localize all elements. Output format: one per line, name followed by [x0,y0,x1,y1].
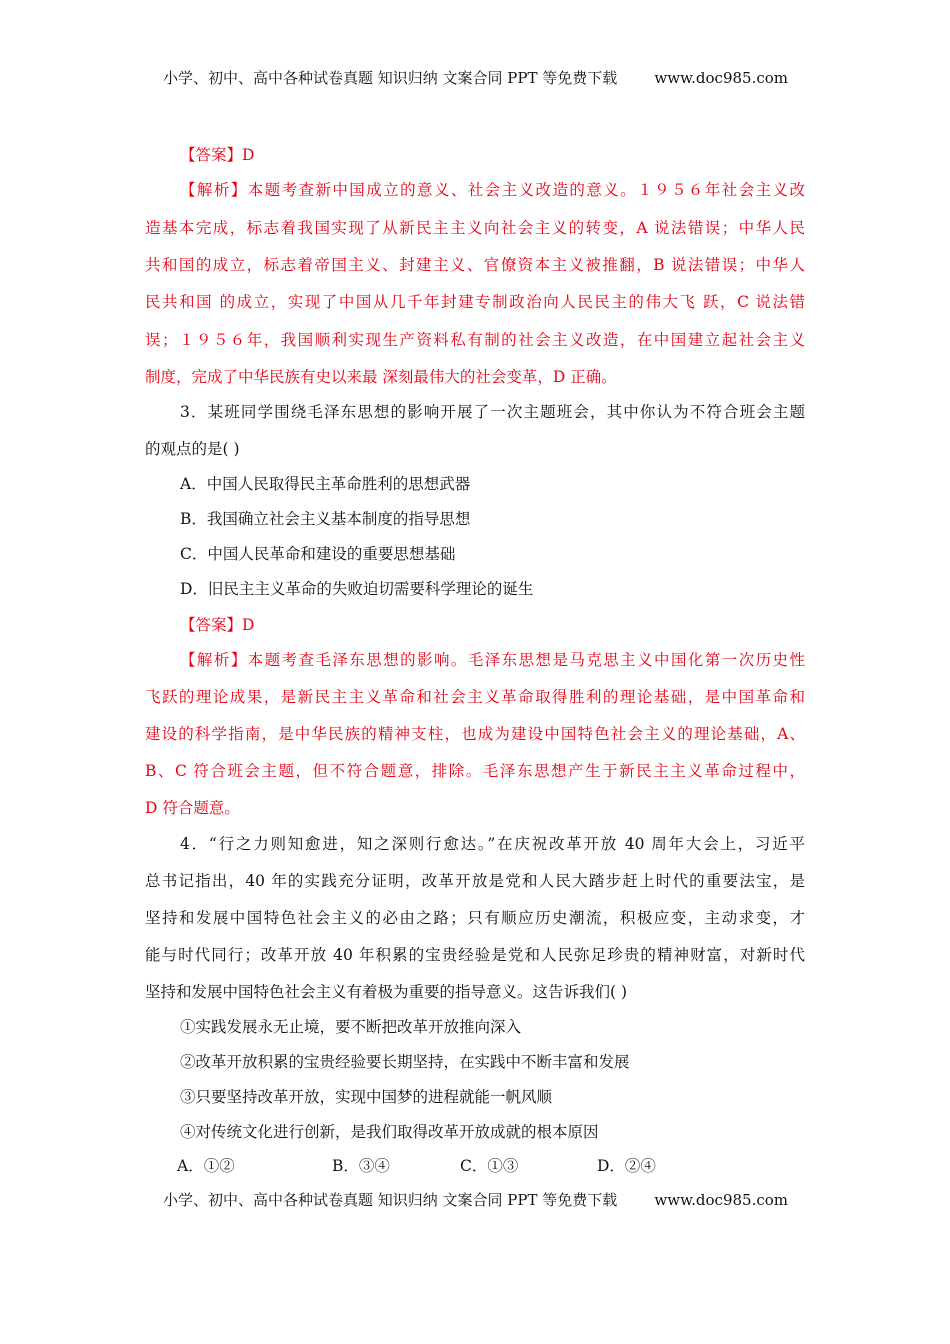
q4-options-row [0,1155,950,1177]
q3-option-d: D．旧民主主义革命的失败迫切需要科学理论的诞生 [180,580,534,598]
q2-analysis-line: 民共和国 的成立，实现了中国从几千年封建专制政治向人民民主的伟大飞 跃，C 说法错 [145,293,805,311]
q4-option-a: A．①② [177,1157,235,1175]
q3-analysis-line: B、C 符合班会主题，但不符合题意，排除。毛泽东思想产生于新民主主义革命过程中， [145,762,805,780]
page-header [163,67,788,89]
q3-stem-line: 3．某班同学围绕毛泽东思想的影响开展了一次主题班会，其中你认为不符合班会主题 [180,403,805,421]
q4-stem-line: 总书记指出，40 年的实践充分证明，改革开放是党和人民大踏步赶上时代的重要法宝，是 [145,872,805,890]
q2-analysis-line: 造基本完成，标志着我国实现了从新民主主义向社会主义的转变，A 说法错误；中华人民 [145,219,805,237]
footer-text: 小学、初中、高中各种试卷真题 知识归纳 文案合同 PPT 等免费下载 [163,1191,618,1209]
q3-analysis-line: 【解析】本题考查毛泽东思想的影响。毛泽东思想是马克思主义中国化第一次历史性 [180,651,805,669]
footer-url: www.doc985.com [654,1191,788,1209]
q3-answer: 【答案】D [180,616,255,634]
q4-statement-2: ②改革开放积累的宝贵经验要长期坚持，在实践中不断丰富和发展 [180,1053,630,1071]
q4-option-c: C．①③ [460,1157,519,1175]
q2-analysis-line: 【解析】本题考查新中国成立的意义、社会主义改造的意义。１９５６年社会主义改 [180,181,805,199]
header-url: www.doc985.com [654,69,788,87]
q4-stem-line: 能与时代同行；改革开放 40 年积累的宝贵经验是党和人民弥足珍贵的精神财富，对新时代 [145,946,805,964]
q4-option-d: D．②④ [597,1157,656,1175]
q4-stem-line: 坚持和发展中国特色社会主义有着极为重要的指导意义。这告诉我们( ) [145,983,628,1001]
q2-analysis-line: 共和国的成立，标志着帝国主义、封建主义、官僚资本主义被推翻，B 说法错误；中华人 [145,256,805,274]
q4-option-b: B．③④ [332,1157,390,1175]
q4-stem-line: 坚持和发展中国特色社会主义的必由之路；只有顺应历史潮流，积极应变，主动求变，才 [145,909,805,927]
q4-stem-line: 4．“行之力则知愈进，知之深则行愈达。”在庆祝改革开放 40 周年大会上，习近平 [180,835,805,853]
q2-analysis-line: 制度，完成了中华民族有史以来最 深刻最伟大的社会变革，D 正确。 [145,368,617,386]
q2-answer: 【答案】D [180,146,255,164]
header-text: 小学、初中、高中各种试卷真题 知识归纳 文案合同 PPT 等免费下载 [163,69,618,87]
q3-option-b: B．我国确立社会主义基本制度的指导思想 [180,510,471,528]
q3-analysis-line: 飞跃的理论成果，是新民主主义革命和社会主义革命取得胜利的理论基础，是中国革命和 [145,688,805,706]
q3-stem-line: 的观点的是( ) [145,440,240,458]
q4-statement-3: ③只要坚持改革开放，实现中国梦的进程就能一帆风顺 [180,1088,553,1106]
q3-analysis-line: D 符合题意。 [145,799,240,817]
q3-analysis-line: 建设的科学指南，是中华民族的精神支柱，也成为建设中国特色社会主义的理论基础，A、 [145,725,805,743]
q4-statement-4: ④对传统文化进行创新，是我们取得改革开放成就的根本原因 [180,1123,599,1141]
q4-statement-1: ①实践发展永无止境，要不断把改革开放推向深入 [180,1018,522,1036]
q3-option-a: A．中国人民取得民主革命胜利的思想武器 [180,475,471,493]
q3-option-c: C．中国人民革命和建设的重要思想基础 [180,545,456,563]
page-footer [163,1189,788,1211]
q2-analysis-line: 误；１９５６年，我国顺利实现生产资料私有制的社会主义改造，在中国建立起社会主义 [145,331,805,349]
